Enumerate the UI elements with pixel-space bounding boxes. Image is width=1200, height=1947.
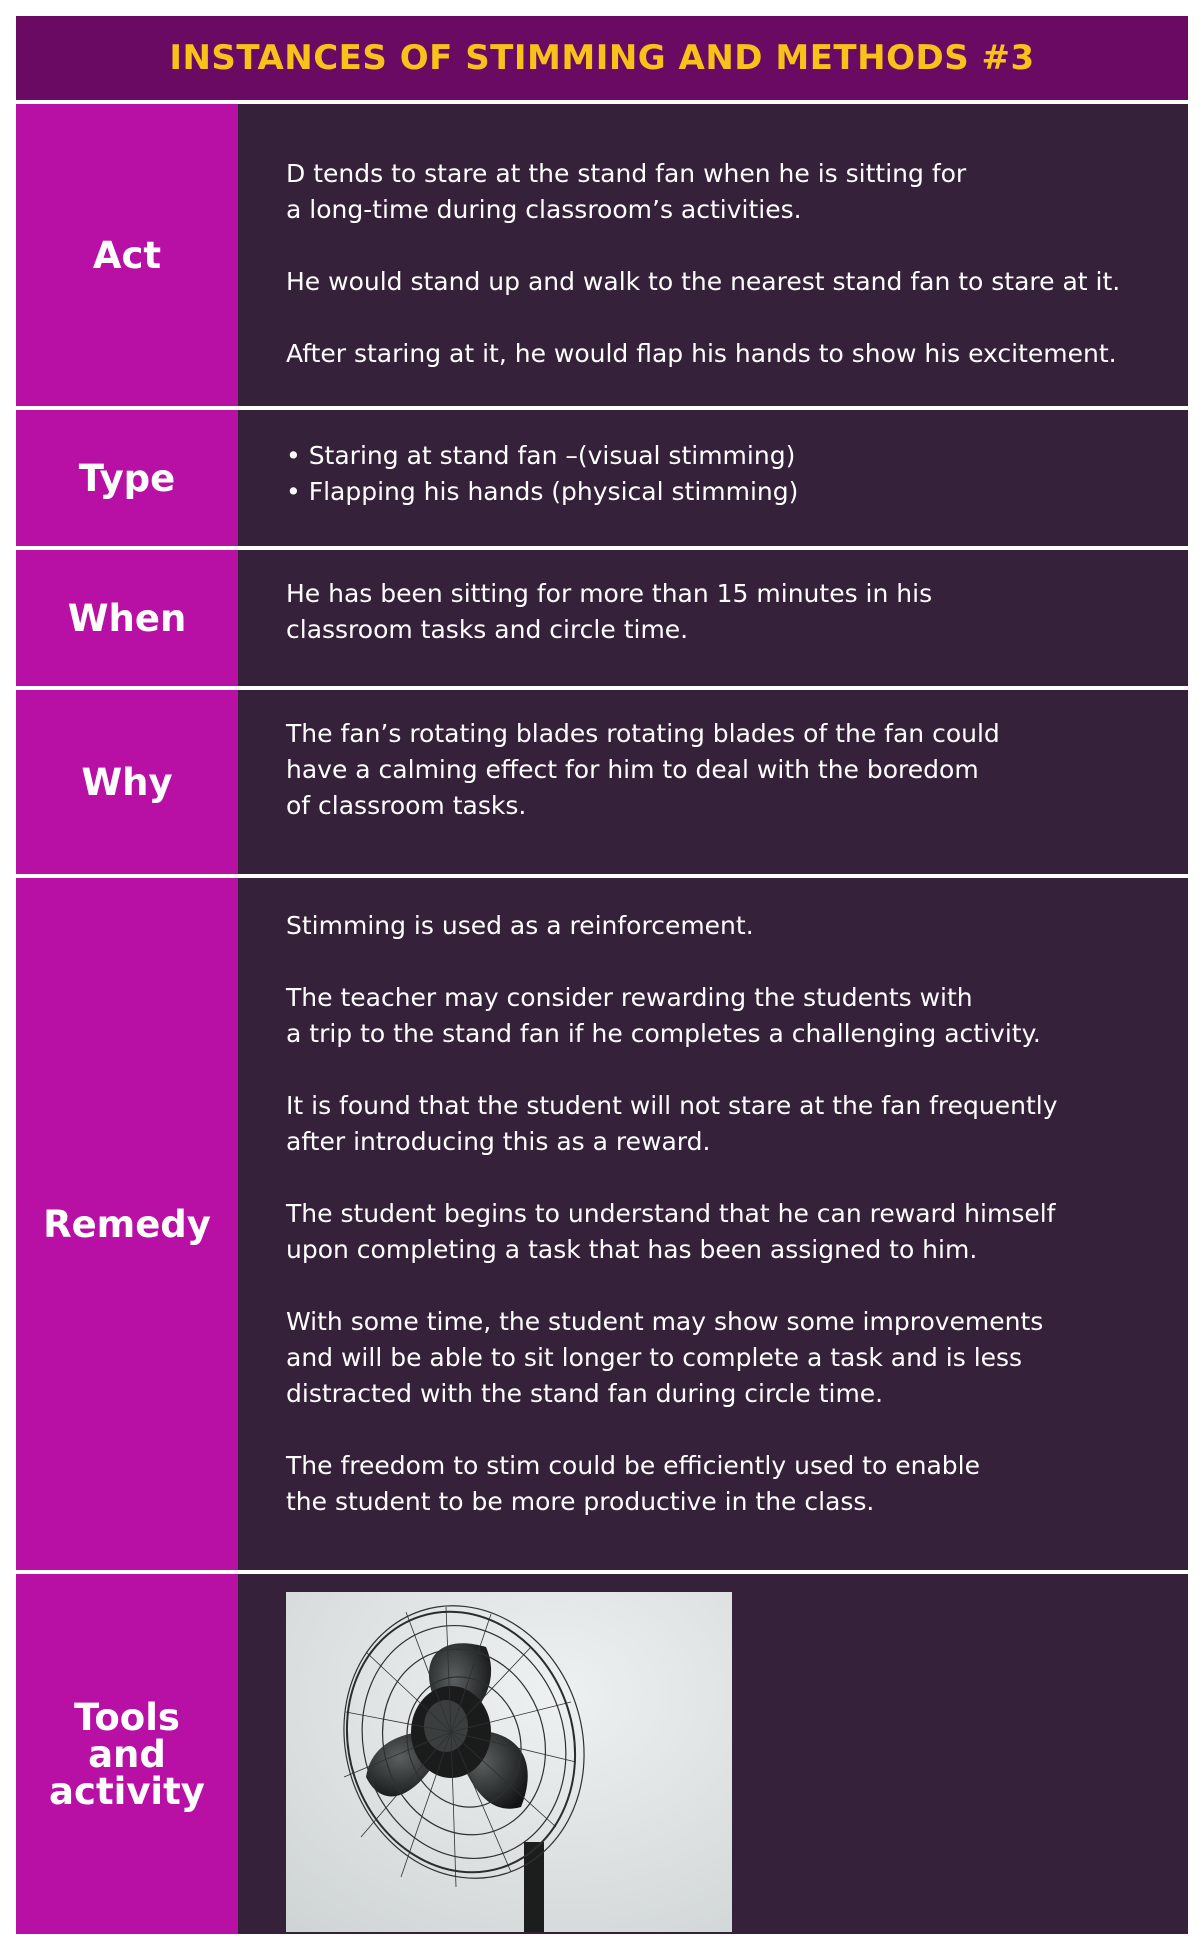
row-content-type	[238, 410, 1188, 546]
row-label-text: Act	[92, 233, 162, 277]
act-paragraph-1: D tends to stare at the stand fan when he is sitting for a long-time during classroom’s activities.	[286, 159, 967, 224]
row-label-act	[16, 104, 238, 406]
row-tools	[16, 1574, 1188, 1934]
row-act	[16, 104, 1188, 406]
row-label-type	[16, 410, 238, 546]
row-content-why	[238, 690, 1188, 874]
row-content-tools	[238, 1574, 1188, 1934]
row-label-text: Tools and activity	[49, 1695, 205, 1813]
remedy-paragraph-5: With some time, the student may show some improvements and will be able to sit longer to complete a task and is less distracted with the stand fan during circle time.	[286, 1307, 1044, 1408]
act-paragraph-3: After staring at it, he would flap his hands to show his excitement.	[286, 339, 1117, 368]
type-bullet-list	[286, 438, 1180, 510]
row-content-act	[238, 104, 1188, 406]
type-bullet-1: • Staring at stand fan –(visual stimming)	[286, 441, 796, 470]
row-content-when	[238, 550, 1188, 686]
row-label-text: Remedy	[43, 1202, 211, 1246]
row-content-remedy	[238, 878, 1188, 1570]
row-label-when	[16, 550, 238, 686]
row-label-text: Why	[81, 760, 173, 804]
type-bullet-2: • Flapping his hands (physical stimming)	[286, 477, 799, 506]
page-title: INSTANCES OF STIMMING AND METHODS #3	[169, 38, 1035, 78]
remedy-paragraph-4: The student begins to understand that he can reward himself upon completing a task that has been assigned to him.	[286, 1199, 1056, 1264]
row-type	[16, 410, 1188, 546]
row-label-remedy	[16, 878, 238, 1570]
row-remedy	[16, 878, 1188, 1570]
row-label-text: When	[67, 596, 187, 640]
when-paragraph-1: He has been sitting for more than 15 minutes in his classroom tasks and circle time.	[286, 579, 933, 644]
row-label-text: Type	[78, 456, 176, 500]
remedy-paragraph-3: It is found that the student will not stare at the fan frequently after introducing this as a reward.	[286, 1091, 1058, 1156]
remedy-paragraph-1: Stimming is used as a reinforcement.	[286, 911, 754, 940]
row-why	[16, 690, 1188, 874]
remedy-paragraph-2: The teacher may consider rewarding the students with a trip to the stand fan if he completes a challenging activity.	[286, 983, 1041, 1048]
stand-fan-illustration	[286, 1592, 732, 1932]
stand-fan-photo	[286, 1592, 732, 1932]
title-bar	[16, 16, 1188, 100]
row-label-tools	[16, 1574, 238, 1934]
row-when	[16, 550, 1188, 686]
act-paragraph-2: He would stand up and walk to the nearest stand fan to stare at it.	[286, 267, 1121, 296]
row-label-why	[16, 690, 238, 874]
why-paragraph-1: The fan’s rotating blades rotating blades of the fan could have a calming effect for him to deal with the boredom of classroom tasks.	[286, 719, 1000, 820]
remedy-paragraph-6: The freedom to stim could be efficiently used to enable the student to be more productive in the class.	[286, 1451, 980, 1516]
stimming-sheet	[16, 16, 1188, 1934]
